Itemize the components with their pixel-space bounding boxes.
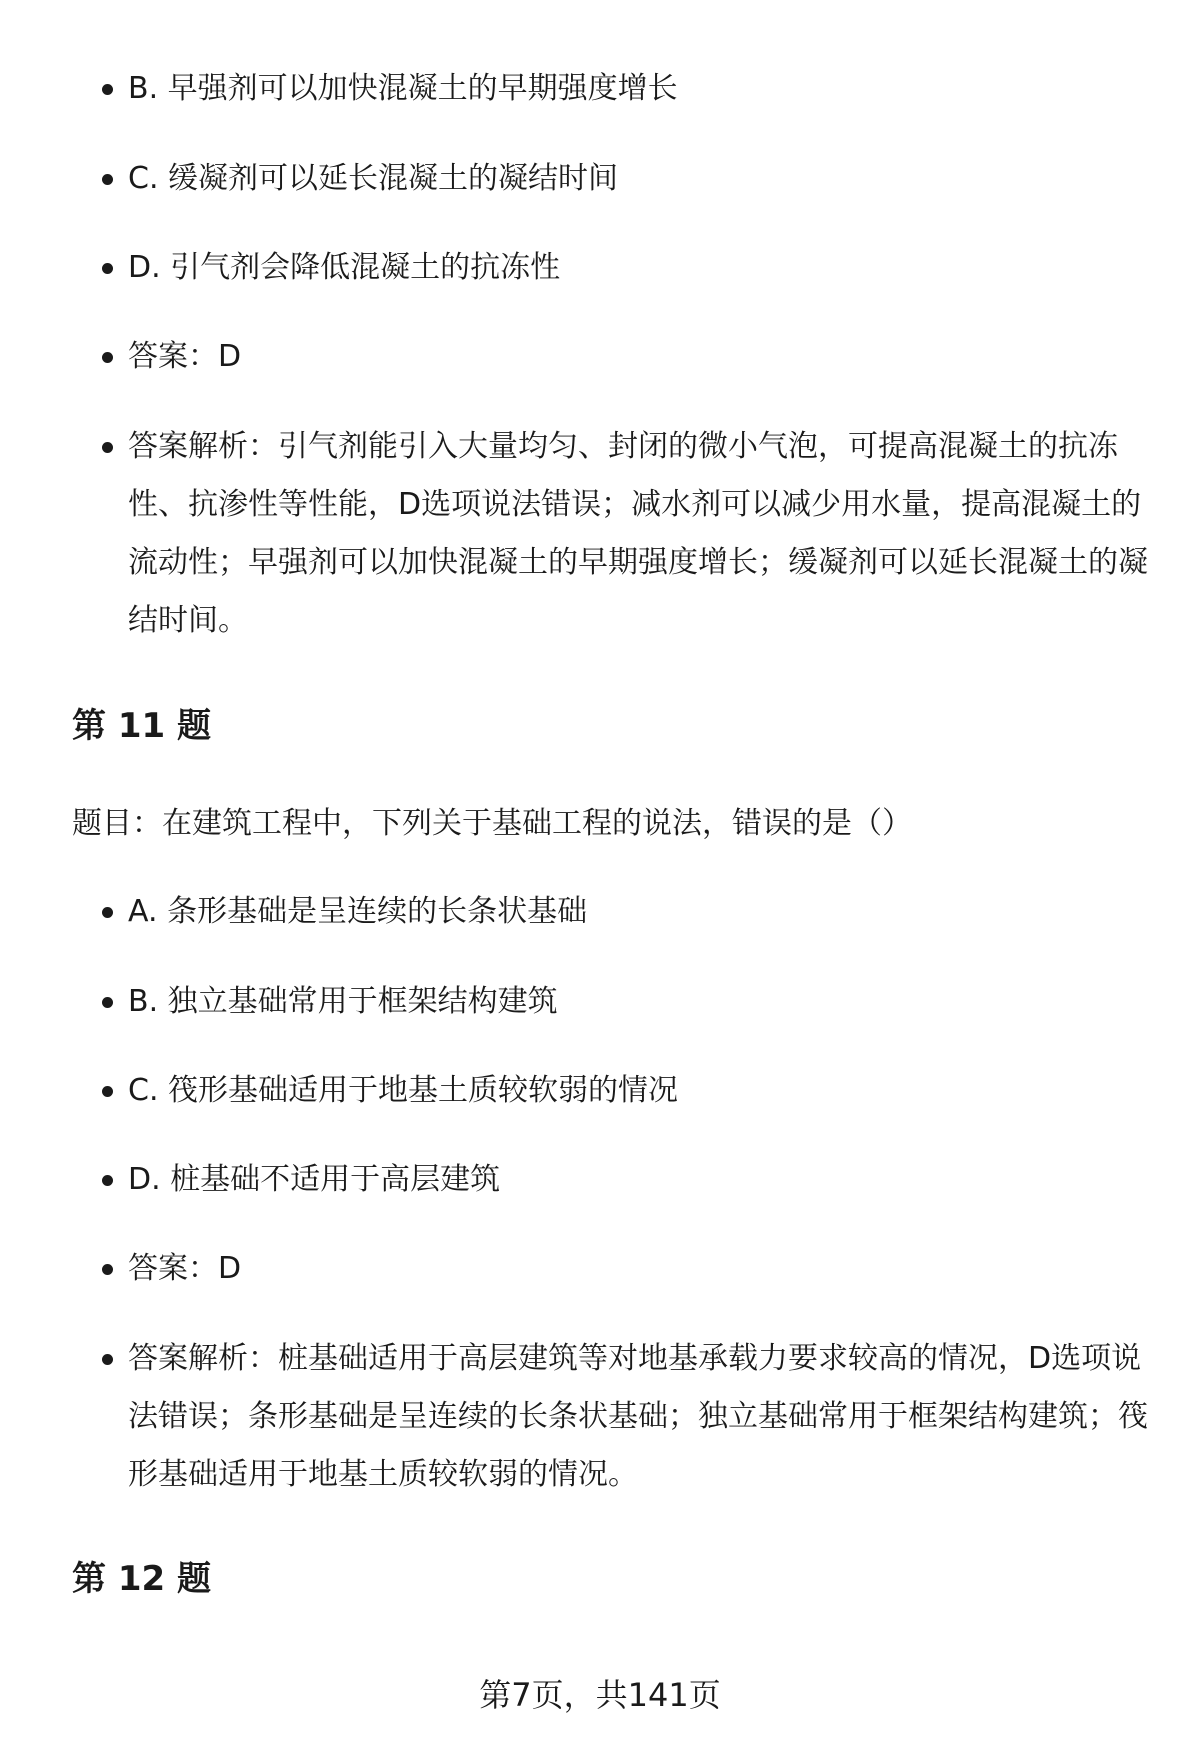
q12-heading: 第 12 题 [72, 1559, 211, 1599]
q10-answer: 答案：D [128, 328, 1148, 386]
q11-option-d: D. 桩基础不适用于高层建筑 [128, 1151, 1148, 1209]
q10-explanation: 答案解析：引气剂能引入大量均匀、封闭的微小气泡，可提高混凝土的抗冻性、抗渗性等性能，D选项说法错误；减水剂可以减少用水量，提高混凝土的流动性；早强剂可以加快混凝土的早期强度增长；缓凝剂可以延长混凝土的凝结时间。 [128, 418, 1148, 650]
q11-heading: 第 11 题 [72, 706, 211, 746]
page-number: 第7页，共141页 [479, 1676, 721, 1714]
q10-option-b: B. 早强剂可以加快混凝土的早期强度增长 [128, 60, 1148, 118]
q11-option-c: C. 筏形基础适用于地基土质较软弱的情况 [128, 1062, 1148, 1120]
q11-option-b: B. 独立基础常用于框架结构建筑 [128, 973, 1148, 1031]
q11-option-a: A. 条形基础是呈连续的长条状基础 [128, 883, 1148, 941]
q10-option-d: D. 引气剂会降低混凝土的抗冻性 [128, 239, 1148, 297]
q11-answer: 答案：D [128, 1240, 1148, 1298]
q11-stem: 题目：在建筑工程中，下列关于基础工程的说法，错误的是（） [72, 806, 912, 841]
q10-option-c: C. 缓凝剂可以延长混凝土的凝结时间 [128, 150, 1148, 208]
q11-explanation: 答案解析：桩基础适用于高层建筑等对地基承载力要求较高的情况，D选项说法错误；条形基础是呈连续的长条状基础；独立基础常用于框架结构建筑；筏形基础适用于地基土质较软弱的情况。 [128, 1330, 1148, 1504]
